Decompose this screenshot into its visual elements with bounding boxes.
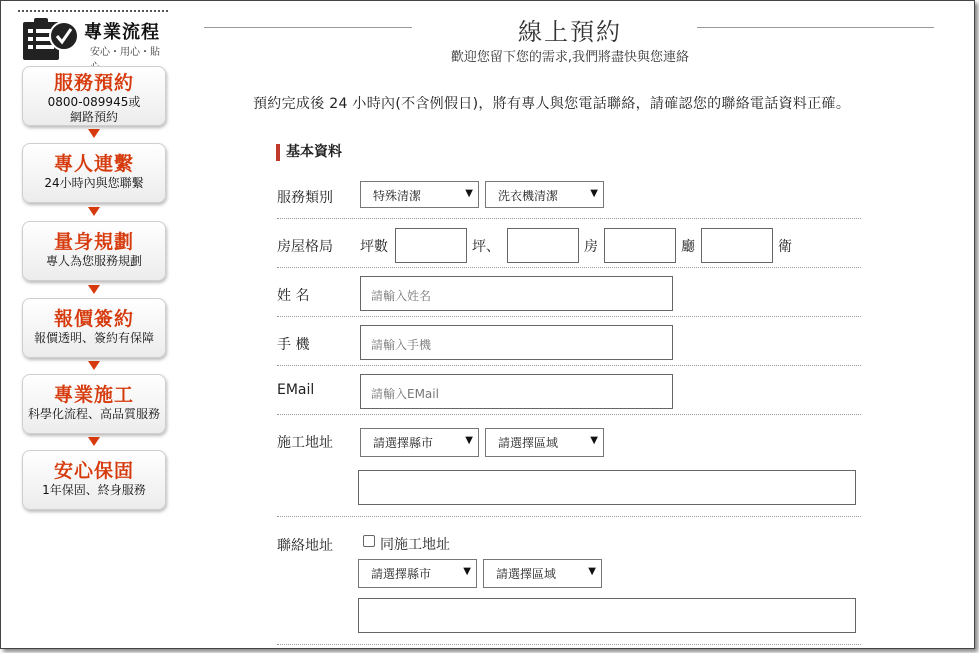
row-divider <box>277 644 861 645</box>
select-value: 請選擇縣市 <box>371 567 432 581</box>
bathrooms-unit: 衛 <box>778 239 792 255</box>
site-address-input[interactable] <box>358 470 856 505</box>
step-construction[interactable] <box>22 374 166 434</box>
contact-address-label: 聯絡地址 <box>277 538 333 554</box>
step-planning[interactable] <box>22 221 166 281</box>
brand-divider <box>18 10 168 12</box>
mobile-label: 手 機 <box>277 337 310 353</box>
rooms-input[interactable] <box>507 228 579 263</box>
row-divider <box>277 218 861 219</box>
down-arrow-icon <box>88 361 100 370</box>
dropdown-caret-icon: ▼ <box>465 188 473 199</box>
step-desc: 科學化流程、高品質服務 <box>27 407 160 421</box>
step-warranty[interactable] <box>22 450 166 510</box>
step-desc: 專人為您服務規劃 <box>45 254 142 268</box>
select-value: 洗衣機清潔 <box>498 189 559 203</box>
header-line-left <box>204 27 412 28</box>
down-arrow-icon <box>88 207 100 216</box>
same-address-checkbox[interactable] <box>363 535 375 547</box>
row-divider <box>277 316 861 317</box>
contact-district-select[interactable] <box>483 559 602 588</box>
living-rooms-unit: 廳 <box>681 239 695 255</box>
service-category-select[interactable] <box>360 181 479 208</box>
mobile-input[interactable]: 請輸入手機 <box>360 325 673 360</box>
site-address-label: 施工地址 <box>277 435 333 451</box>
step-contact[interactable] <box>22 143 166 203</box>
row-divider <box>277 365 861 366</box>
select-value: 特殊清潔 <box>373 189 422 203</box>
site-district-select[interactable] <box>485 428 604 457</box>
row-divider <box>277 516 861 517</box>
step-title: 量身規劃 <box>53 231 134 253</box>
same-address-label: 同施工地址 <box>380 537 450 553</box>
service-item-select[interactable] <box>485 181 604 208</box>
ping-input[interactable] <box>395 228 467 263</box>
section-title: 基本資料 <box>276 144 342 161</box>
step-desc: 網路預約 <box>69 110 118 124</box>
step-desc: 24小時內與您聯繫 <box>44 176 144 190</box>
row-divider <box>277 414 861 415</box>
down-arrow-icon <box>88 437 100 446</box>
house-label: 房屋格局 <box>277 239 333 255</box>
header-line-right <box>697 27 934 28</box>
name-label: 姓 名 <box>277 288 310 304</box>
step-title: 專人連繫 <box>53 153 134 175</box>
email-input[interactable]: 請輸入EMail <box>360 374 673 409</box>
bathrooms-input[interactable] <box>701 228 773 263</box>
step-desc: 報價透明、簽約有保障 <box>33 331 154 345</box>
step-desc: 0800-089945或 <box>47 95 141 109</box>
ping-unit: 坪、 <box>472 239 500 255</box>
select-value: 請選擇區域 <box>496 567 557 581</box>
checklist-icon <box>20 16 80 62</box>
dropdown-caret-icon: ▼ <box>463 566 471 577</box>
rooms-unit: 房 <box>584 239 598 255</box>
name-input[interactable]: 請輸入姓名 <box>360 276 673 311</box>
row-divider <box>277 267 861 268</box>
living-rooms-input[interactable] <box>604 228 676 263</box>
site-city-select[interactable] <box>360 428 479 457</box>
step-title: 服務預約 <box>53 72 134 94</box>
dropdown-caret-icon: ▼ <box>588 566 596 577</box>
select-value: 請選擇縣市 <box>373 436 434 450</box>
page-title: 線上預約 <box>518 18 622 46</box>
dropdown-caret-icon: ▼ <box>590 188 598 199</box>
select-value: 請選擇區域 <box>498 436 559 450</box>
dropdown-caret-icon: ▼ <box>465 435 473 446</box>
brand-title: 專業流程 <box>84 22 160 43</box>
dropdown-caret-icon: ▼ <box>590 435 598 446</box>
contact-address-input[interactable] <box>358 598 856 633</box>
notice-text: 預約完成後 24 小時內(不含例假日)，將有專人與您電話聯絡，請確認您的聯絡電話資料正確。 <box>253 96 851 112</box>
ping-label: 坪數 <box>360 239 388 255</box>
brand <box>18 10 168 62</box>
step-title: 報價簽約 <box>53 308 134 330</box>
page-subtitle: 歡迎您留下您的需求,我們將盡快與您連絡 <box>450 50 690 65</box>
service-label: 服務類別 <box>277 190 333 206</box>
step-desc: 1年保固、終身服務 <box>42 483 146 497</box>
down-arrow-icon <box>88 129 100 138</box>
brand-subtitle: 安心・用心・貼 <box>90 47 160 58</box>
step-title: 專業施工 <box>53 384 134 406</box>
step-booking[interactable] <box>22 66 166 126</box>
down-arrow-icon <box>88 285 100 294</box>
email-label: EMail <box>277 382 315 398</box>
step-title: 安心保固 <box>53 460 134 482</box>
contact-city-select[interactable] <box>358 559 477 588</box>
step-quote[interactable] <box>22 298 166 358</box>
